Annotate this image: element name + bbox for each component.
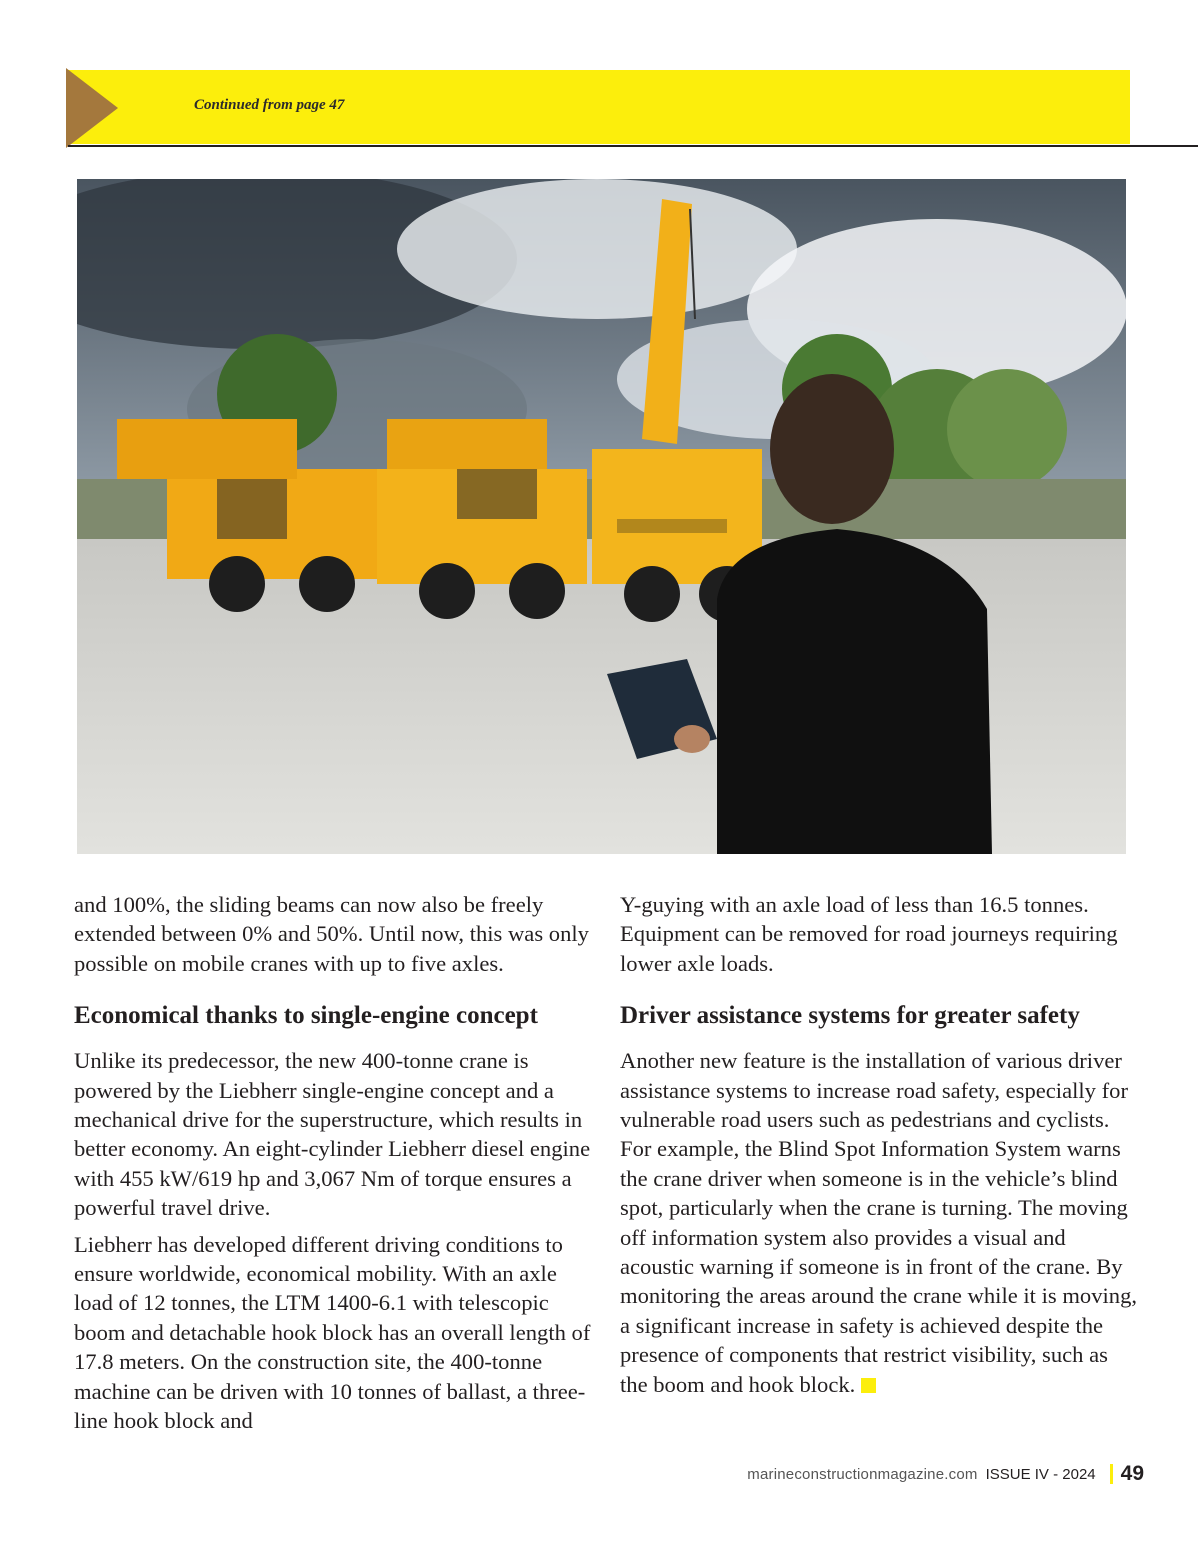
heading-driver-assistance: Driver assistance systems for greater safety — [620, 1002, 1080, 1030]
crane-photo — [77, 179, 1126, 854]
left-paragraph-2: Liebherr has developed different driving conditions to ensure worldwide, economical mobility. With an axle load of 12 tonnes, the LTM 1400-6.1 with telescopic boom and detachable hook block has an overall length of 17.8 meters. On the construction site, the 400-tonne machine can be driven with 10 tonnes of ballast, a three-line hook block and — [74, 1231, 591, 1434]
left-intro-paragraph: and 100%, the sliding beams can now also be freely extended between 0% and 50%. Until now, this was only possible on mobile cranes with up to five axles. — [74, 892, 589, 976]
left-column — [74, 890, 594, 1443]
right-paragraph-1-text: Another new feature is the installation of various driver assistance systems to increase road safety, especially for vulnerable road users such as pedestrians and cyclists. For example, the Blind Spot Information System warns the crane driver when someone is in the vehicle’s blind spot, particularly when the crane is turning. The moving off information system also provides a visual and acoustic warning if someone is in front of the crane. By monitoring the areas around the crane while it is moving, a significant increase in safety is achieved despite the presence of components that restrict visibility, such as the boom and hook block. — [620, 1048, 1138, 1397]
right-paragraph-1 — [620, 1046, 1140, 1399]
page-footer — [747, 1462, 1144, 1486]
end-of-article-icon — [861, 1378, 876, 1393]
heading-economical: Economical thanks to single-engine concept — [74, 1002, 538, 1030]
footer-website: marineconstructionmagazine.com — [747, 1465, 978, 1483]
continued-from-label: Continued from page 47 — [194, 97, 345, 113]
left-paragraph-1: Unlike its predecessor, the new 400-tonne crane is powered by the Liebherr single-engine concept and a mechanical drive for the superstructure, which results in better economy. An eight-cylinder Liebherr diesel engine with 455 kW/619 hp and 3,067 Nm of torque ensures a powerful travel drive. — [74, 1048, 591, 1221]
banner-arrow-icon — [66, 68, 118, 148]
right-column — [620, 890, 1140, 1406]
footer-issue: ISSUE IV - 2024 — [985, 1465, 1096, 1483]
header-rule — [68, 145, 1198, 147]
footer-separator — [1110, 1464, 1113, 1484]
page-number: 49 — [1120, 1462, 1144, 1485]
right-intro-paragraph: Y-guying with an axle load of less than 16.5 tonnes. Equipment can be removed for road journeys requiring lower axle loads. — [620, 892, 1118, 976]
